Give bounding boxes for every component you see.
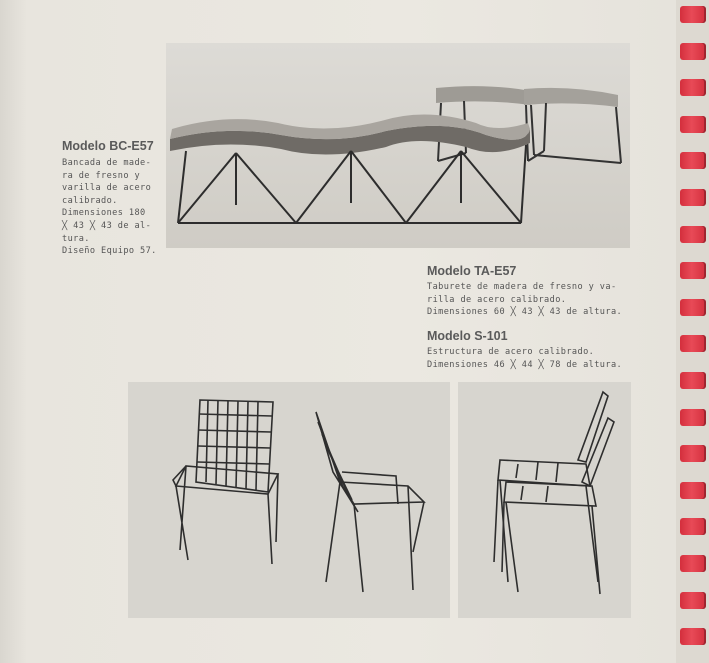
bench-desc-line: tura. xyxy=(62,233,90,244)
binding-ring xyxy=(680,299,706,316)
bench-desc-line: Dimensiones 180 xyxy=(62,208,146,219)
binding-ring xyxy=(680,189,706,206)
binding-ring xyxy=(680,628,706,645)
bench-desc-line: ╳ 43 ╳ 43 de al- xyxy=(62,221,152,231)
stool-desc-line: Dimensiones 60 ╳ 43 ╳ 43 de altura. xyxy=(427,307,623,318)
bench-model-title: Modelo BC-E57 xyxy=(62,139,154,153)
binding-ring xyxy=(680,518,706,535)
chair-desc-line: Dimensiones 46 ╳ 44 ╳ 78 de altura. xyxy=(427,359,623,370)
stool-desc-line: rilla de acero calibrado. xyxy=(427,294,567,305)
binding-ring xyxy=(680,555,706,572)
bench-desc-line: ra de fresno y xyxy=(62,170,141,181)
bench-desc-line: calibrado. xyxy=(62,195,118,206)
bench-desc-line: Bancada de made- xyxy=(62,158,152,168)
binding-ring xyxy=(680,335,706,352)
chair-model-title: Modelo S-101 xyxy=(427,329,508,343)
chairs-stacked-photo xyxy=(458,382,631,618)
binding-ring xyxy=(680,6,706,23)
chair-desc-line: Estructura de acero calibrado. xyxy=(427,347,595,357)
binding-ring xyxy=(680,482,706,499)
binding-ring xyxy=(680,409,706,426)
binding-ring xyxy=(680,262,706,279)
chair-front-photo xyxy=(128,382,450,618)
binding-ring xyxy=(680,116,706,133)
binding-ring xyxy=(680,445,706,462)
stool-model-title: Modelo TA-E57 xyxy=(427,264,517,278)
binding-ring xyxy=(680,592,706,609)
binding-ring xyxy=(680,43,706,60)
binding-ring xyxy=(680,372,706,389)
bench-photo xyxy=(166,43,630,248)
stool-desc-line: Taburete de madera de fresno y va- xyxy=(427,282,617,292)
binding-ring xyxy=(680,226,706,243)
bench-desc-line: Diseño Equipo 57. xyxy=(62,246,157,257)
bench-desc-line: varilla de acero xyxy=(62,183,152,194)
binding-ring xyxy=(680,152,706,169)
binding-ring xyxy=(680,79,706,96)
